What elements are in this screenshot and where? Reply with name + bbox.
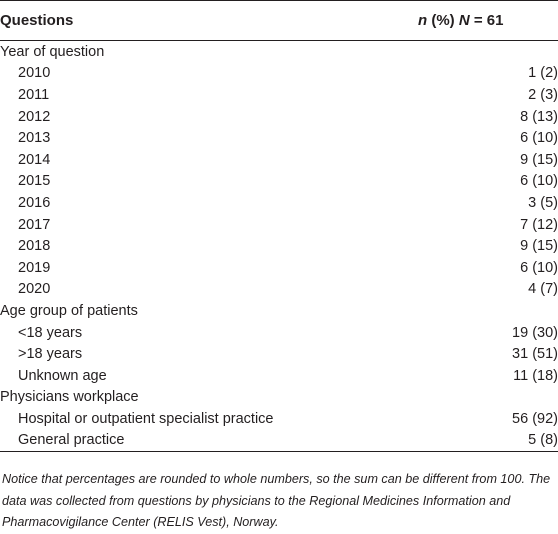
row-label: 2016 — [18, 194, 51, 211]
row-value — [418, 41, 558, 63]
row-label: 2012 — [18, 108, 51, 125]
header-questions: Questions — [0, 1, 418, 41]
row-value: 8 (13) — [520, 108, 558, 125]
section-label: Age group of patients — [0, 302, 138, 319]
row-value: 6 (10) — [520, 130, 558, 147]
row-value: 6 (10) — [520, 173, 558, 190]
row-label: General practice — [0, 430, 418, 452]
table-row — [0, 365, 558, 387]
row-label: 2010 — [18, 65, 51, 82]
table-header — [0, 1, 558, 41]
table-row — [0, 214, 558, 236]
table-row — [0, 257, 558, 279]
table-row — [0, 171, 558, 193]
row-value: 9 (15) — [520, 238, 558, 255]
table-row — [0, 127, 558, 149]
row-label: 2013 — [18, 130, 51, 147]
table-row — [0, 149, 558, 171]
row-label: 2017 — [18, 216, 51, 233]
table-row — [0, 41, 558, 63]
row-value: 56 (92) — [512, 410, 558, 427]
header-n-percent — [418, 1, 558, 41]
table-row — [0, 408, 558, 430]
row-value: 11 (18) — [513, 367, 558, 384]
table-row — [0, 279, 558, 301]
table-row — [0, 106, 558, 128]
row-value: 5 (8) — [418, 430, 558, 452]
row-value — [418, 300, 558, 322]
row-value: 1 (2) — [528, 65, 558, 82]
row-value — [418, 387, 558, 409]
row-label: 2011 — [18, 86, 50, 103]
table-row — [0, 84, 558, 106]
row-label: <18 years — [18, 324, 83, 341]
header-total-value: = 61 — [473, 12, 504, 29]
row-value: 3 (5) — [528, 194, 558, 211]
row-value: 31 (51) — [512, 346, 558, 363]
header-percent-symbol: (%) — [431, 12, 455, 29]
table-row — [0, 192, 558, 214]
row-value: 2 (3) — [528, 86, 558, 103]
row-label: 2018 — [18, 238, 51, 255]
row-label: 2015 — [18, 173, 51, 190]
table-footnote: Notice that percentages are rounded to whole numbers, so the sum can be different from 100. The data was collected from questions by physicians to the Regional Medicines Information and Pharmacovigilance Center (RELIS Vest), Norway. — [2, 472, 551, 529]
row-value: 6 (10) — [520, 259, 558, 276]
table-row — [0, 387, 558, 409]
row-value: 7 (12) — [520, 216, 558, 233]
table-row — [0, 322, 558, 344]
table-row — [0, 63, 558, 85]
row-label: 2014 — [18, 151, 51, 168]
row-label: Hospital or outpatient specialist practice — [18, 410, 274, 427]
section-label: Physicians workplace — [0, 389, 139, 406]
header-n-symbol: n — [418, 12, 428, 29]
table-body — [0, 41, 558, 452]
table-row — [0, 343, 558, 365]
header-row — [0, 1, 558, 41]
header-total-symbol: N — [458, 12, 470, 29]
row-value: 4 (7) — [528, 281, 558, 298]
row-label: Unknown age — [18, 367, 107, 384]
table-row — [0, 430, 558, 452]
row-label: >18 years — [18, 346, 83, 363]
row-value: 9 (15) — [520, 151, 558, 168]
table-row — [0, 300, 558, 322]
row-label: 2019 — [18, 259, 51, 276]
section-label: Year of question — [0, 43, 105, 60]
table-row — [0, 235, 558, 257]
row-label: 2020 — [18, 281, 51, 298]
row-value: 19 (30) — [512, 324, 558, 341]
